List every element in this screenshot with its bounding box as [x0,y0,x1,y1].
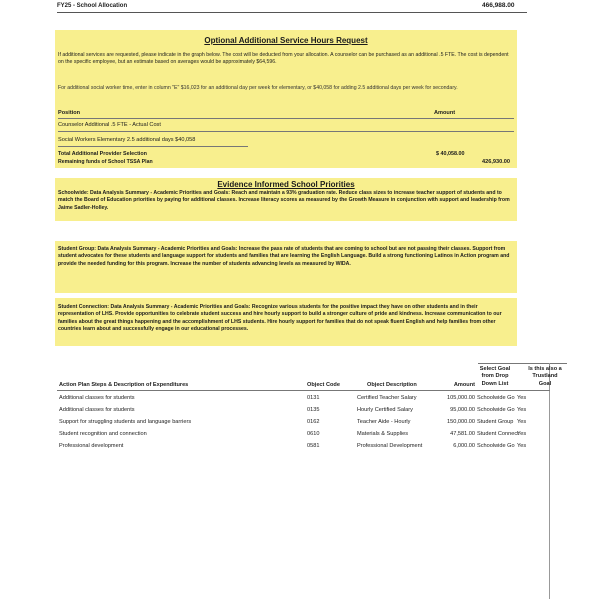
row-step[interactable]: Support for struggling students and language barriers [59,419,192,425]
header-divider [57,12,527,13]
row-step[interactable]: Professional development [59,443,124,449]
remaining-funds-amount: 426,930.00 [482,159,510,165]
student-connection-summary[interactable]: Student Connection: Data Analysis Summary - Academic Priorities and Goals: Recognize various students for the positive impact they have on other students and in their representation of LHS. Provide opportunities to celebrate student success and hire hourly support to build a stronger culture of pride and kindness. Increase communication to our families about the great things happening and the accomplishment of LHS students. Hire hourly support for families that do not speak fluent English and help families from other countries learn about and successfully engage in our educational processes. [58,304,502,333]
row-goal[interactable]: Student Connect [477,431,519,437]
row-object-code[interactable]: 0135 [307,407,320,413]
student-group-summary[interactable]: Student Group: Data Analysis Summary - Academic Priorities and Goals: Increase the pass rate of students that are coming to school but are not passing their classes. Support from student advocates for these students and language support for students and families that are learning the English Language. Build a strong functioning Latinos in Action program and provide the needed funding for this program. Increase the number of students advancing levels as measured by WIDA. [58,246,510,267]
row-step[interactable]: Additional classes for students [59,395,135,401]
allocation-amount: 466,988.00 [482,2,515,9]
amount-column-header: Amount [434,110,456,116]
position-row-counselor[interactable]: Counselor Additional .5 FTE - Actual Cost [58,122,161,128]
row-object-description[interactable]: Teacher Aide - Hourly [357,419,411,425]
schoolwide-priorities-panel [55,178,517,221]
amount-column-header: Amount [453,382,475,388]
row-amount[interactable]: 47,581.00 [450,431,475,437]
row-goal[interactable]: Schoolwide Go [477,395,515,401]
row-object-description[interactable]: Hourly Certified Salary [357,407,413,413]
row-goal[interactable]: Student Group [477,419,514,425]
position-row-social-workers[interactable]: Social Workers Elementary 2.5 additional days $40,058 [58,137,196,143]
row-step[interactable]: Student recognition and connection [59,431,147,437]
row-object-code[interactable]: 0131 [307,395,320,401]
table-top-rule [478,363,567,364]
row-object-description[interactable]: Certified Teacher Salary [357,395,417,401]
total-provider-label: Total Additional Provider Selection [58,151,147,157]
steps-column-header: Action Plan Steps & Description of Expenditures [59,382,189,388]
row-goal[interactable]: Schoolwide Go [477,407,515,413]
row-trustland[interactable]: Yes [517,431,527,437]
row-amount[interactable]: 95,000.00 [450,407,475,413]
row-amount[interactable]: 6,000.00 [453,443,475,449]
row-trustland[interactable]: Yes [517,419,527,425]
position-column-header: Position [58,110,81,116]
remaining-funds-label: Remaining funds of School TSSA Plan [58,159,153,165]
row-trustland[interactable]: Yes [517,395,527,401]
total-provider-amount: $ 40,058.00 [436,151,465,157]
position-divider [58,146,248,147]
row-trustland[interactable]: Yes [517,443,527,449]
row-goal[interactable]: Schoolwide Go [477,443,515,449]
row-amount[interactable]: 150,000.00 [447,419,475,425]
object-description-column-header: Object Description [367,382,417,388]
row-object-code[interactable]: 0610 [307,431,320,437]
trustland-column-header: Is this also a Trustland Goal [528,366,562,387]
service-hours-title: Optional Additional Service Hours Request [204,36,368,45]
row-object-code[interactable]: 0581 [307,443,320,449]
student-group-panel [55,241,517,293]
row-amount[interactable]: 105,000.00 [447,395,475,401]
action-plan-table [57,362,567,598]
table-column-divider [549,363,550,599]
service-hours-instructions: If additional services are requested, please indicate in the graph below. The cost will be deducted from your allocation. A counselor can be purchased as an additional .5 FTE. The cost is dependent on the specific employee, but an estimate based on averages would be approximately $64,596. [58,52,509,66]
goal-column-header: Select Goal from Drop Down List [479,366,511,387]
table-header-rule [57,390,550,391]
row-object-description[interactable]: Materials & Supplies [357,431,408,437]
service-hours-panel [55,30,517,168]
row-object-description[interactable]: Professional Development [357,443,423,449]
position-divider [58,118,514,119]
student-connection-panel [55,298,517,346]
position-divider [58,131,514,132]
evidence-priorities-title: Evidence Informed School Priorities [217,180,355,189]
object-code-column-header: Object Code [307,382,340,388]
row-object-code[interactable]: 0162 [307,419,320,425]
allocation-label: FY25 - School Allocation [57,3,128,9]
row-step[interactable]: Additional classes for students [59,407,135,413]
social-worker-instructions: For additional social worker time, enter in column "E" $16,023 for an additional day per week for elementary, or $40,058 for adding 2.5 additional days per week for secondary. [58,85,458,91]
row-trustland[interactable]: Yes [517,407,527,413]
schoolwide-summary[interactable]: Schoolwide: Data Analysis Summary - Academic Priorities and Goals: Reach and maintain a 93% graduation rate. Reduce class sizes to increase teacher support of students and to match the Board of Education priorities by paying for additional classes. Increase literacy scores as measured by the Growth Measure in conjunction with support and leadership from Jaime Sadler-Holley. [58,190,510,211]
